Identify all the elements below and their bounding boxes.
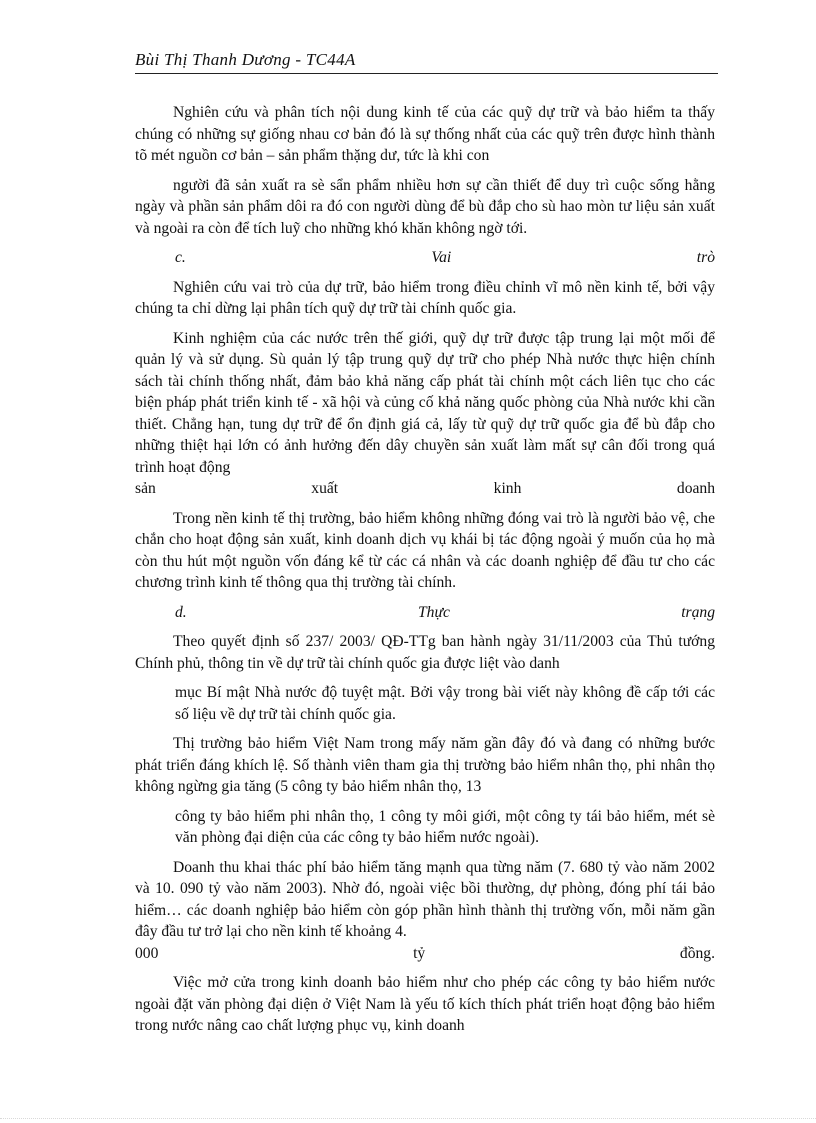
paragraph-7: mục Bí mật Nhà nước độ tuyệt mật. Bởi vậy trong bài viết này không đề cấp tới các số liệu về dự trữ tài chính quốc gia. (175, 684, 715, 723)
heading-d-word2: trạng (681, 603, 715, 621)
heading-c-letter: c. (175, 249, 186, 266)
heading-d-word1: Thực (418, 603, 450, 621)
paragraph-6: Theo quyết định số 237/ 2003/ QĐ-TTg ban hành ngày 31/11/2003 của Thủ tướng Chính phủ, thông tin về dự trữ tài chính quốc gia được liệt vào danh (135, 633, 715, 672)
section-heading-c (135, 247, 715, 269)
document-body (135, 102, 715, 1045)
paragraph-4-last-line (135, 478, 715, 500)
paragraph-9: công ty bảo hiểm phi nhân thọ, 1 công ty môi giới, một công ty tái bảo hiểm, mét sè văn phòng đại diện của các công ty bảo hiểm nước ngoài). (175, 807, 715, 846)
p4-word-1: sản (135, 480, 156, 497)
heading-d-letter: d. (175, 603, 187, 621)
paragraph-2: người đã sản xuất ra sè sẩn phẩm nhiều hơn sự cần thiết để duy trì cuộc sống hằng ngày và phần sản phẩm dôi ra đó con người dùng để bù đắp cho sù hao mòn tư liệu sản xuất và ngoài ra còn để tích luỹ cho những khó khăn không ngờ tới. (135, 176, 715, 237)
p10-word-2: tỷ (413, 944, 426, 962)
p10-word-1: 000 (135, 944, 159, 962)
page-header (135, 50, 718, 74)
paragraph-10: Doanh thu khai thác phí bảo hiểm tăng mạnh qua từng năm (7. 680 tỷ vào năm 2002 và 10. 090 tỷ vào năm 2003). Nhờ đó, ngoài việc bồi thường, dự phòng, đóng phí tái bảo hiểm… các doanh nghiệp bảo hiểm còn góp phần hình thành thị trường vốn, mỗi năm gần đây đầu tư trở lại cho nền kinh tế khoảng 4. (135, 858, 715, 940)
p4-word-4: doanh (676, 480, 715, 497)
paragraph-11: Việc mở cửa trong kinh doanh bảo hiểm như cho phép các công ty bảo hiểm nước ngoài đặt văn phòng đại diện ở Việt Nam là yếu tố kích thích phát triển hoạt động bảo hiểm trong nước nâng cao chất lượng phục vụ, kinh doanh (135, 974, 715, 1034)
paragraph-8: Thị trường bảo hiểm Việt Nam trong mấy năm gần đây đó và đang có những bước phát triển đáng khích lệ. Số thành viên tham gia thị trường bảo hiểm nhân thọ, phi nhân thọ không ngừng gia tăng (5 công ty bảo hiểm nhân thọ, 13 (135, 735, 715, 795)
heading-c-word2: trò (696, 249, 715, 266)
paragraph-4: Kinh nghiệm của các nước trên thế giới, quỹ dự trữ được tập trung lại một mối để quản lý và sử dụng. Sù quản lý tập trung quỹ dự trữ cho phép Nhà nước thực hiện chính sách tài chính thống nhất, đảm bảo khả năng cấp phát tài chính một cách liên tục cho các biện pháp phát triển kinh tế - xã hội và củng cố khả năng quốc phòng của Nhà nước khi cần thiết. Chẳng hạn, tung dự trữ để ổn định giá cả, lấy từ quỹ dự trữ quốc gia để bù đắp cho những thiệt hại lớn có ảnh hưởng đến dây chuyền sản xuất làm mất sự cân đối trong quá trình hoạt động (135, 329, 715, 476)
p10-word-3: đồng. (679, 944, 715, 962)
header-title: Bùi Thị Thanh Dương - TC44A (135, 50, 356, 69)
p4-word-2: xuất (311, 480, 339, 497)
paragraph-1: Nghiên cứu và phân tích nội dung kinh tế của các quỹ dự trữ và bảo hiểm ta thấy chúng có những sự giống nhau cơ bản đó là sự thống nhất của các quỹ trên được hình thành tõ mét nguồn cơ bản – sản phẩm thặng dư, tức là khi con (135, 104, 715, 164)
page-bottom-divider (0, 1118, 816, 1119)
paragraph-10-last-line (135, 943, 715, 965)
paragraph-5: Trong nền kinh tế thị trường, bảo hiểm không những đóng vai trò là người bảo vệ, che chắn cho hoạt động sản xuất, kinh doanh dịch vụ khái bị tác động ngoài ý muốn của họ mà còn thu hút một nguồn vốn đáng kể từ các cá nhân và các doanh nghiệp để đầu tư cho các chương trình kinh tế thông qua thị trường tài chính. (135, 509, 715, 591)
section-heading-d (135, 602, 715, 624)
heading-c-word1: Vai (431, 249, 452, 266)
paragraph-3: Nghiên cứu vai trò của dự trữ, bảo hiểm trong điều chỉnh vĩ mô nền kinh tế, bởi vậy chúng ta chỉ dừng lại phân tích quỹ dự trữ tài chính quốc gia. (135, 278, 715, 317)
p4-word-3: kinh (493, 480, 522, 497)
